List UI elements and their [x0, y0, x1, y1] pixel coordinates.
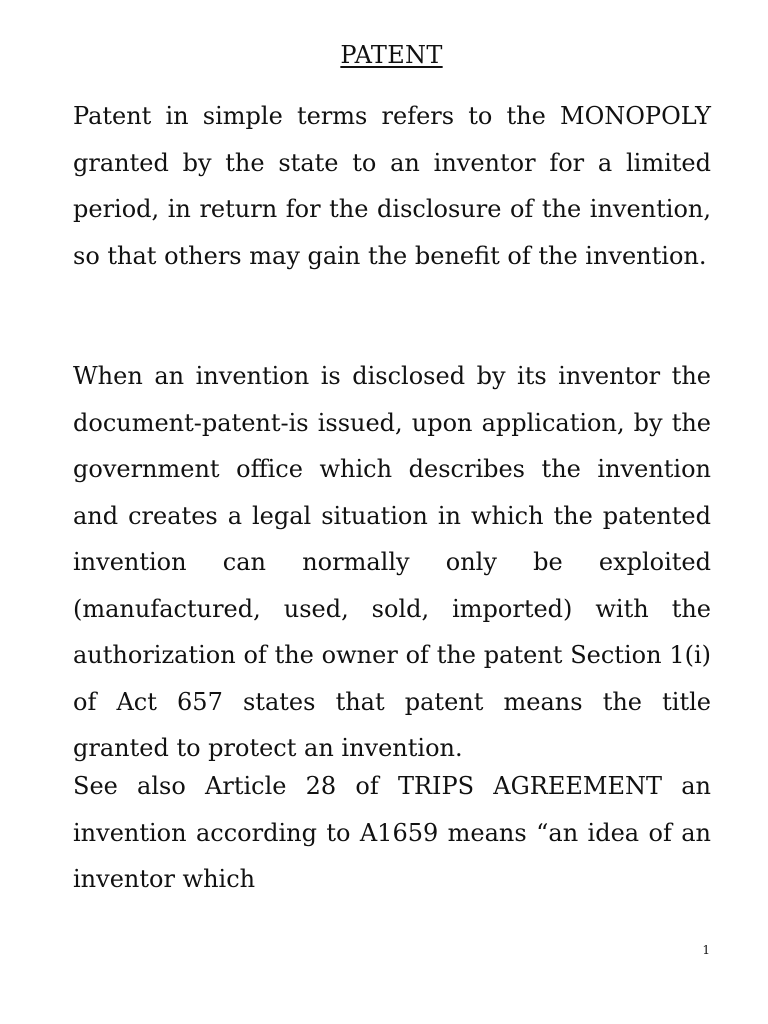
page-title: PATENT — [340, 41, 443, 69]
paragraph-trips-agreement: See also Article 28 of TRIPS AGREEMENT an invention according to A1659 means “an idea of an inventor which — [73, 772, 711, 893]
page-number: 1 — [702, 943, 710, 957]
paragraph-definition: Patent in simple terms refers to the MONOPOLY granted by the state to an inventor for a limited period, in return for the disclosure of the invention, so that others may gain the benefit of the invention. — [73, 102, 711, 270]
paragraph-disclosure: When an invention is disclosed by its inventor the document-patent-is issued, upon application, by the government office which describes the invention and creates a legal situation in which the patented invention can normally only be exploited (manufactured, used, sold, imported) with the authorization of the owner of the patent Section 1(i) of Act 657 states that patent means the title granted to protect an invention. — [73, 362, 711, 762]
